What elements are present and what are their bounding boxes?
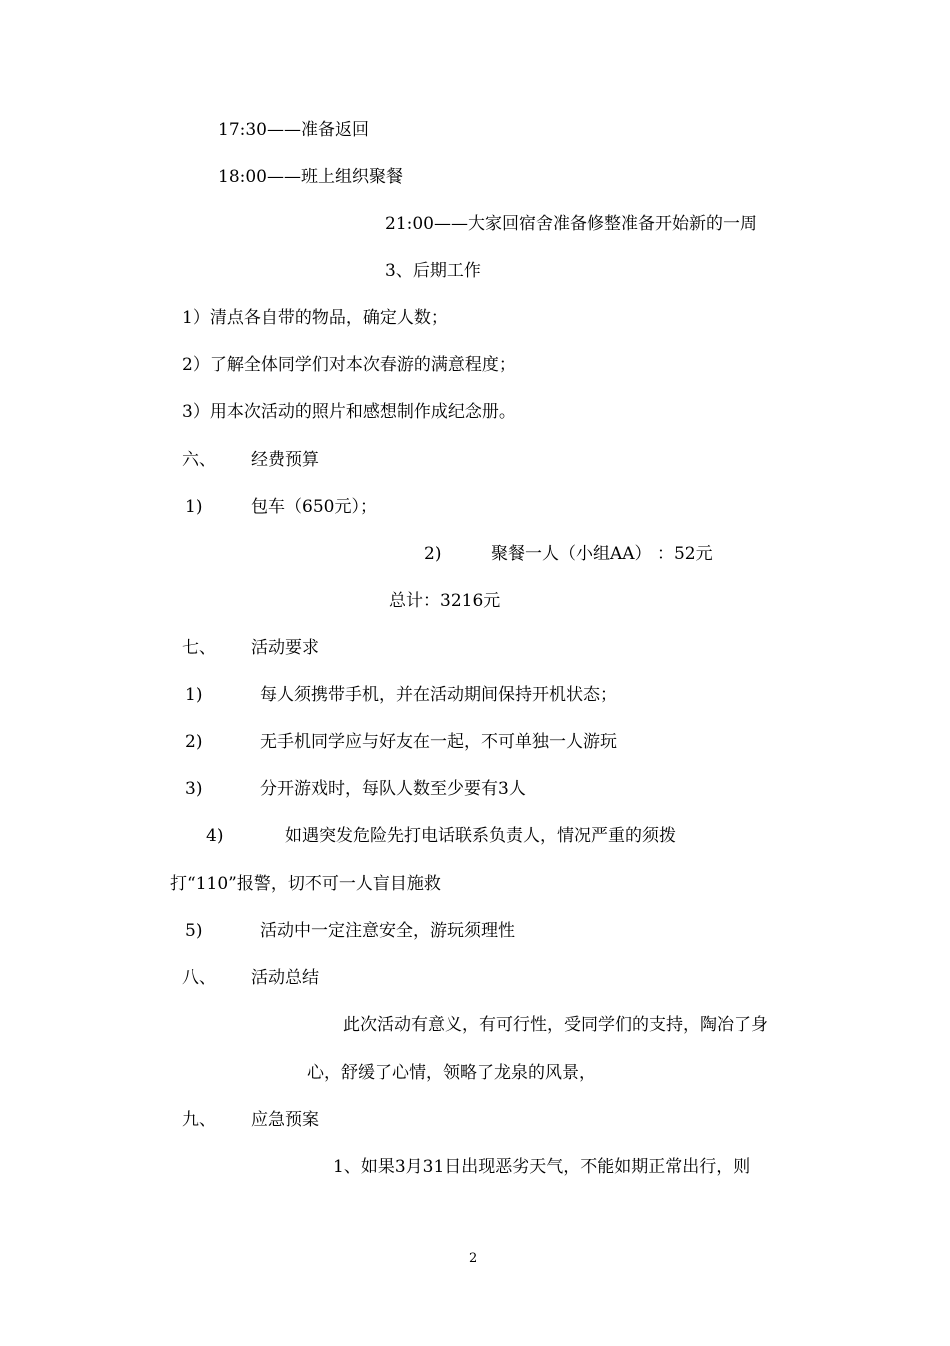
schedule-1730: 17:30——准备返回	[218, 120, 369, 140]
requirement-5-text: 活动中一定注意安全，游玩须理性	[260, 921, 515, 941]
requirement-3-number: 3)	[185, 779, 203, 799]
requirements-section-title: 活动要求	[251, 638, 319, 658]
requirement-4-continued: 打“110”报警，切不可一人盲目施救	[170, 874, 441, 894]
budget-section-number: 六、	[182, 450, 216, 470]
requirement-1-number: 1)	[185, 685, 203, 705]
emergency-section-title: 应急预案	[251, 1110, 319, 1130]
requirement-1-text: 每人须携带手机，并在活动期间保持开机状态；	[260, 685, 617, 705]
followup-item-1: 1）清点各自带的物品，确定人数；	[182, 308, 448, 328]
schedule-1800: 18:00——班上组织聚餐	[218, 167, 403, 187]
budget-item-1-text: 包车（650元）；	[251, 497, 377, 517]
requirements-section-number: 七、	[182, 638, 216, 658]
followup-item-2: 2）了解全体同学们对本次春游的满意程度；	[182, 355, 516, 375]
page-number: 2	[469, 1251, 478, 1266]
summary-section-number: 八、	[182, 968, 216, 988]
budget-item-2-number: 2)	[424, 544, 442, 564]
summary-section-title: 活动总结	[251, 968, 319, 988]
followup-item-3: 3）用本次活动的照片和感想制作成纪念册。	[182, 402, 516, 422]
requirement-4-text: 如遇突发危险先打电话联系负责人，情况严重的须拨	[285, 826, 676, 846]
summary-line-1: 此次活动有意义，有可行性，受同学们的支持，陶冶了身	[343, 1015, 768, 1035]
schedule-2100: 21:00——大家回宿舍准备修整准备开始新的一周	[385, 214, 757, 234]
requirement-5-number: 5)	[185, 921, 203, 941]
emergency-line-1: 1、如果3月31日出现恶劣天气，不能如期正常出行，则	[333, 1157, 751, 1177]
followup-heading: 3、后期工作	[385, 261, 481, 281]
emergency-section-number: 九、	[182, 1110, 216, 1130]
requirement-4-number: 4)	[206, 826, 224, 846]
budget-item-1-number: 1)	[185, 497, 203, 517]
summary-line-2: 心，舒缓了心情，领略了龙泉的风景，	[307, 1063, 596, 1083]
budget-total: 总计：3216元	[389, 591, 501, 611]
requirement-2-text: 无手机同学应与好友在一起，不可单独一人游玩	[260, 732, 617, 752]
budget-item-2-text: 聚餐一人（小组AA） ：52元	[491, 544, 713, 564]
requirement-3-text: 分开游戏时，每队人数至少要有3人	[260, 779, 526, 799]
budget-section-title: 经费预算	[251, 450, 319, 470]
requirement-2-number: 2)	[185, 732, 203, 752]
